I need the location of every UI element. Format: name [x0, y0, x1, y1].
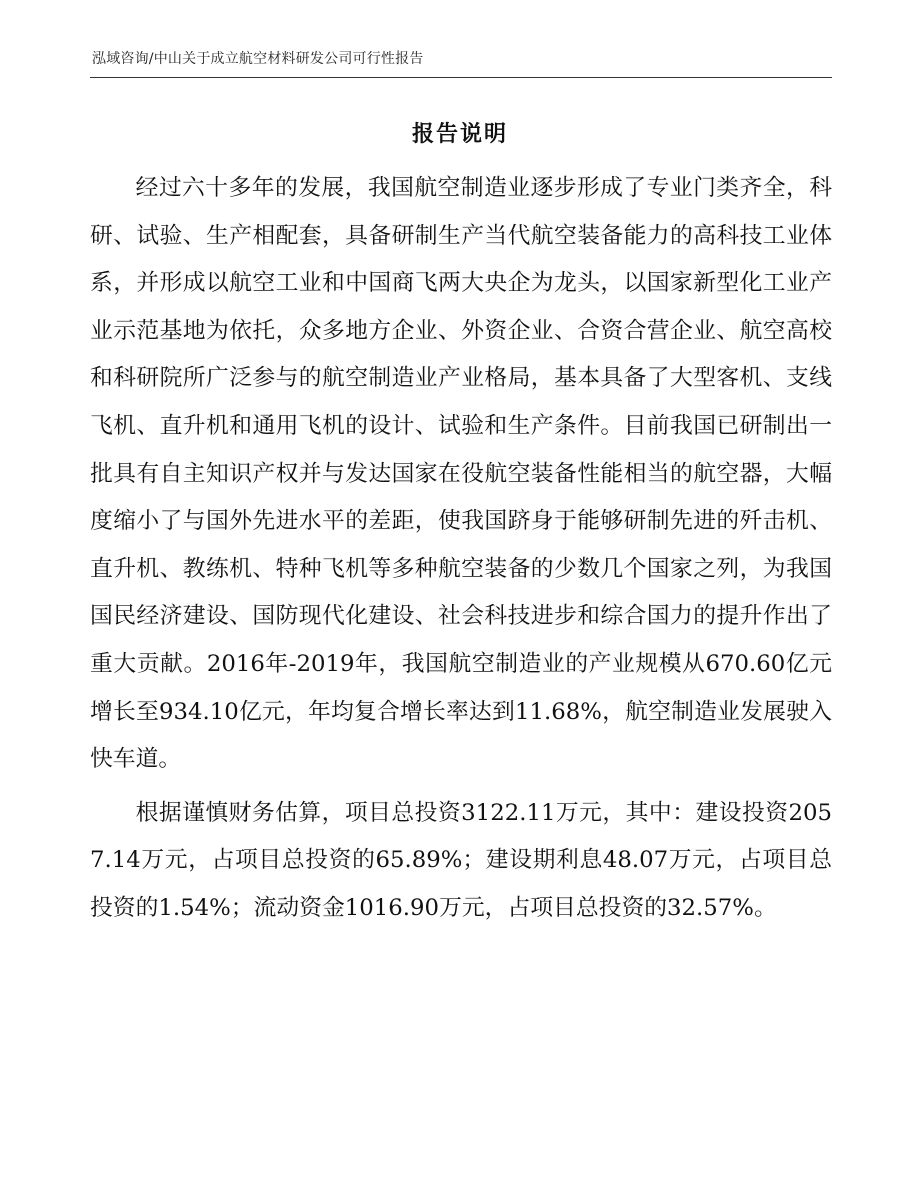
header-divider: [90, 77, 832, 78]
report-body: [90, 165, 832, 933]
paragraph-investment-estimate: 根据谨慎财务估算，项目总投资3122.11万元，其中：建设投资2057.14万元，占项目总投资的65.89%；建设期利息48.07万元，占项目总投资的1.54%；流动资金1016.90万元，占项目总投资的32.57%。: [90, 799, 832, 921]
running-header: 泓域咨询/中山关于成立航空材料研发公司可行性报告: [92, 51, 424, 67]
page-title: 报告说明: [411, 122, 508, 147]
paragraph-industry-overview: 经过六十多年的发展，我国航空制造业逐步形成了专业门类齐全，科研、试验、生产相配套，具备研制生产当代航空装备能力的高科技工业体系，并形成以航空工业和中国商飞两大央企为龙头，以国家新型化工业产业示范基地为依托，众多地方企业、外资企业、合资合营企业、航空高校和科研院所广泛参与的航空制造业产业格局，基本具备了大型客机、支线飞机、直升机和通用飞机的设计、试验和生产条件。目前我国已研制出一批具有自主知识产权并与发达国家在役航空装备性能相当的航空器，大幅度缩小了与国外先进水平的差距，使我国跻身于能够研制先进的歼击机、直升机、教练机、特种飞机等多种航空装备的少数几个国家之列，为我国国民经济建设、国防现代化建设、社会科技进步和综合国力的提升作出了重大贡献。2016年-2019年，我国航空制造业的产业规模从670.60亿元增长至934.10亿元，年均复合增长率达到11.68%，航空制造业发展驶入快车道。: [90, 175, 832, 773]
